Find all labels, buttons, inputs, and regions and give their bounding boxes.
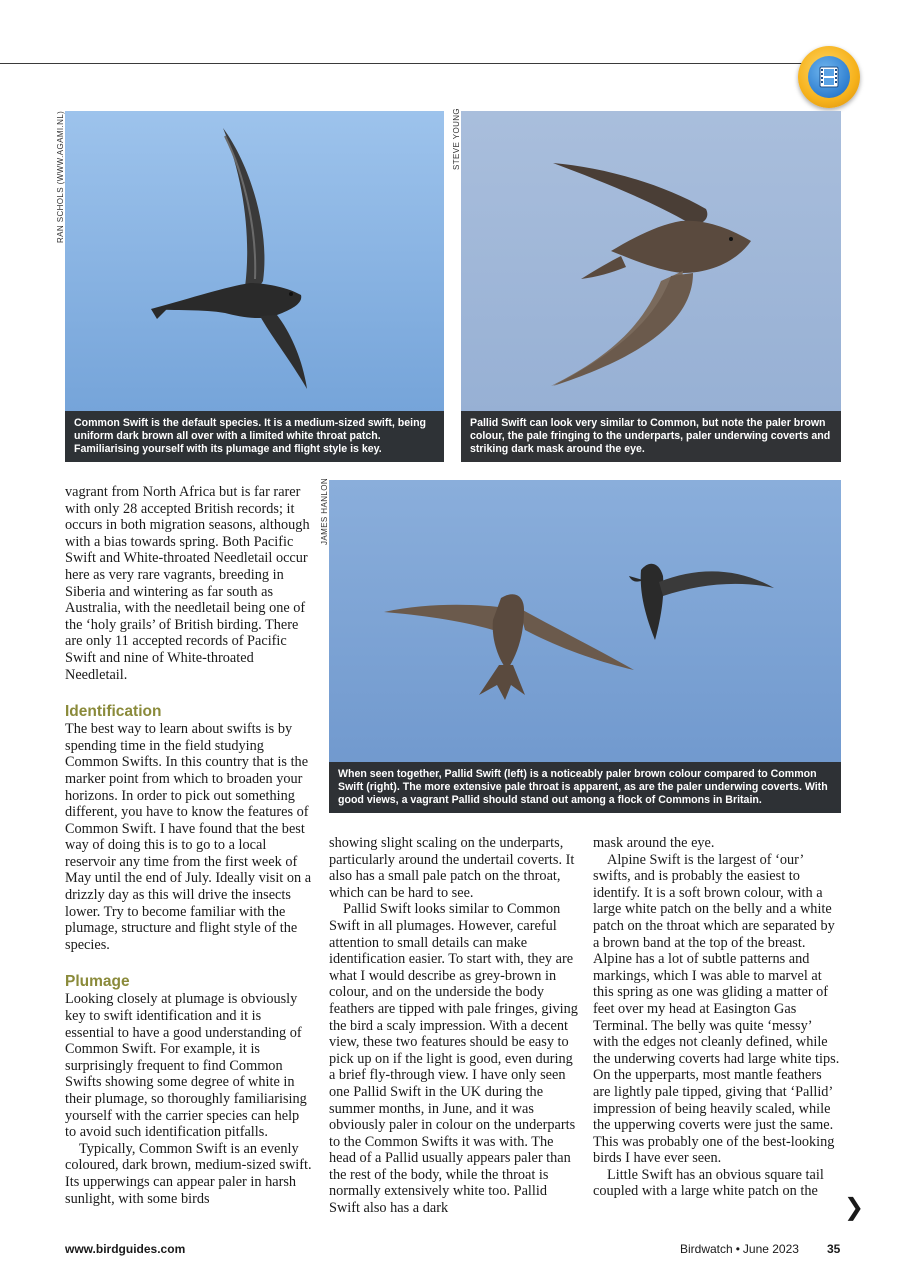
photo-credit-together: JAMES HANLON <box>320 477 329 545</box>
paragraph-identification: The best way to learn about swifts is by spending time in the field studying Common Swifts. In this country that is the marker point from which to broaden your horizons. In order to pick out something different, you have to know the features of Common Swift. I have found that the best way of doing this is to go to a local reservoir any time from the first week of May until the end of July. Ideally visit on a drizzly day as this will drive the insects lower. Try to become familiar with the plumage, structure and flight style of the species. <box>65 721 312 953</box>
pallid-swift-image <box>461 111 841 462</box>
header-rule <box>0 63 822 64</box>
footer-issue <box>680 1242 799 1256</box>
footer-date: June 2023 <box>742 1242 799 1256</box>
heading-plumage: Plumage <box>65 973 130 991</box>
paragraph-little-swift: Little Swift has an obvious square tail coupled with a large white patch on the <box>593 1166 824 1200</box>
paragraph-mask: mask around the eye. <box>593 835 715 851</box>
article-column-2 <box>329 835 578 1217</box>
caption-pallid-swift: Pallid Swift can look very similar to Common, but note the paler brown colour, the pale fringing to the underparts, paler underwing coverts and striking dark mask around the eye. <box>461 411 841 462</box>
paragraph-plumage-2: Typically, Common Swift is an evenly coloured, dark brown, medium-sized swift. Its upperwings can appear paler in harsh sunlight, with some birds <box>65 1140 312 1207</box>
next-page-arrow-icon[interactable]: ❯ <box>844 1193 865 1221</box>
article-column-3 <box>593 835 840 1200</box>
footer-page-number: 35 <box>827 1242 841 1256</box>
footer-website[interactable]: www.birdguides.com <box>65 1242 186 1256</box>
paragraph-alpine-swift: Alpine Swift is the largest of ‘our’ swifts, and is probably the easiest to identify. It is a soft brown colour, with a large white patch on the belly and a white patch on the throat which are separated by a brown band at the top of the breast. Alpine has a lot of subtle patterns and markings, which I was able to marvel at this spring as one was gliding a matter of feet over my head at Easington Gas Terminal. The belly was quite ‘messy’ with the edges not cleanly defined, while the underwing coverts had large white tips. On the upperparts, most mantle feathers are lightly pale tipped, giving that ‘Pallid’ impression of being heavily scaled, while the upperwing coverts were just the same. This was probably one of the best-looking birds I have ever seen. <box>593 851 840 1167</box>
caption-common-swift: Common Swift is the default species. It is a medium-sized swift, being uniform dark brown all over with a limited white throat patch. Familiarising yourself with its plumage and flight style is key. <box>65 411 444 462</box>
photo-swifts-together <box>329 480 841 813</box>
photo-credit-common: RAN SCHOLS (WWW.AGAMI.NL) <box>56 110 65 243</box>
paragraph-scaling: showing slight scaling on the underparts, particularly around the undertail coverts. It also has a small pale patch on the throat, which can be hard to see. <box>329 835 575 901</box>
paragraph-vagrant-intro: vagrant from North Africa but is far rarer with only 28 accepted British records; it occurs in both migration seasons, although with a bias towards spring. Both Pacific Swift and White-throated Needletail occur here as very rare vagrants, breeding in Siberia and wintering as far south as Australia, with the needletail being one of the ‘holy grails’ of British birding. There are only 11 accepted records of Pacific Swift and nine of White-throated Needletail. <box>65 484 310 683</box>
paragraph-pallid-swift: Pallid Swift looks similar to Common Swift in all plumages. However, careful attention to small details can make identification easier. To start with, they are what I would describe as grey-brown in colour, and on the underside the body feathers are tipped with pale fringes, giving the bird a scaly impression. With a decent view, these two features should be easy to pick up on if the light is good, even during a brief fly-through view. I have only seen one Pallid Swift in the UK during the summer months, in June, and it was obviously paler in colour on the underparts to the Common Swifts it was with. The head of a Pallid usually appears paler than the rest of the body, while the throat is normally extensively white too. Pallid Swift also has a dark <box>329 901 578 1217</box>
caption-swifts-together: When seen together, Pallid Swift (left) is a noticeably paler brown colour compared to Common Swift (right). The more extensive pale throat is apparent, as are the paler underwing coverts. With good views, a vagrant Pallid should stand out among a flock of Commons in Britain. <box>329 762 841 813</box>
video-badge[interactable] <box>798 46 860 108</box>
heading-identification: Identification <box>65 703 162 721</box>
photo-pallid-swift <box>461 111 841 462</box>
common-swift-image <box>65 111 444 462</box>
footer-magazine: Birdwatch <box>680 1242 733 1256</box>
footer-separator: • <box>735 1242 740 1256</box>
photo-common-swift <box>65 111 444 462</box>
film-strip-icon <box>808 56 850 98</box>
photo-credit-pallid: STEVE YOUNG <box>452 107 461 170</box>
paragraph-plumage-1: Looking closely at plumage is obviously key to swift identification and it is essential to have a good understanding of Common Swift. For example, it is surprisingly frequent to find Common Swifts showing some degree of white in their plumage, so thoroughly familiarising yourself with the carrier species can help to avoid such identification pitfalls. <box>65 991 307 1141</box>
article-column-1 <box>65 484 312 1207</box>
